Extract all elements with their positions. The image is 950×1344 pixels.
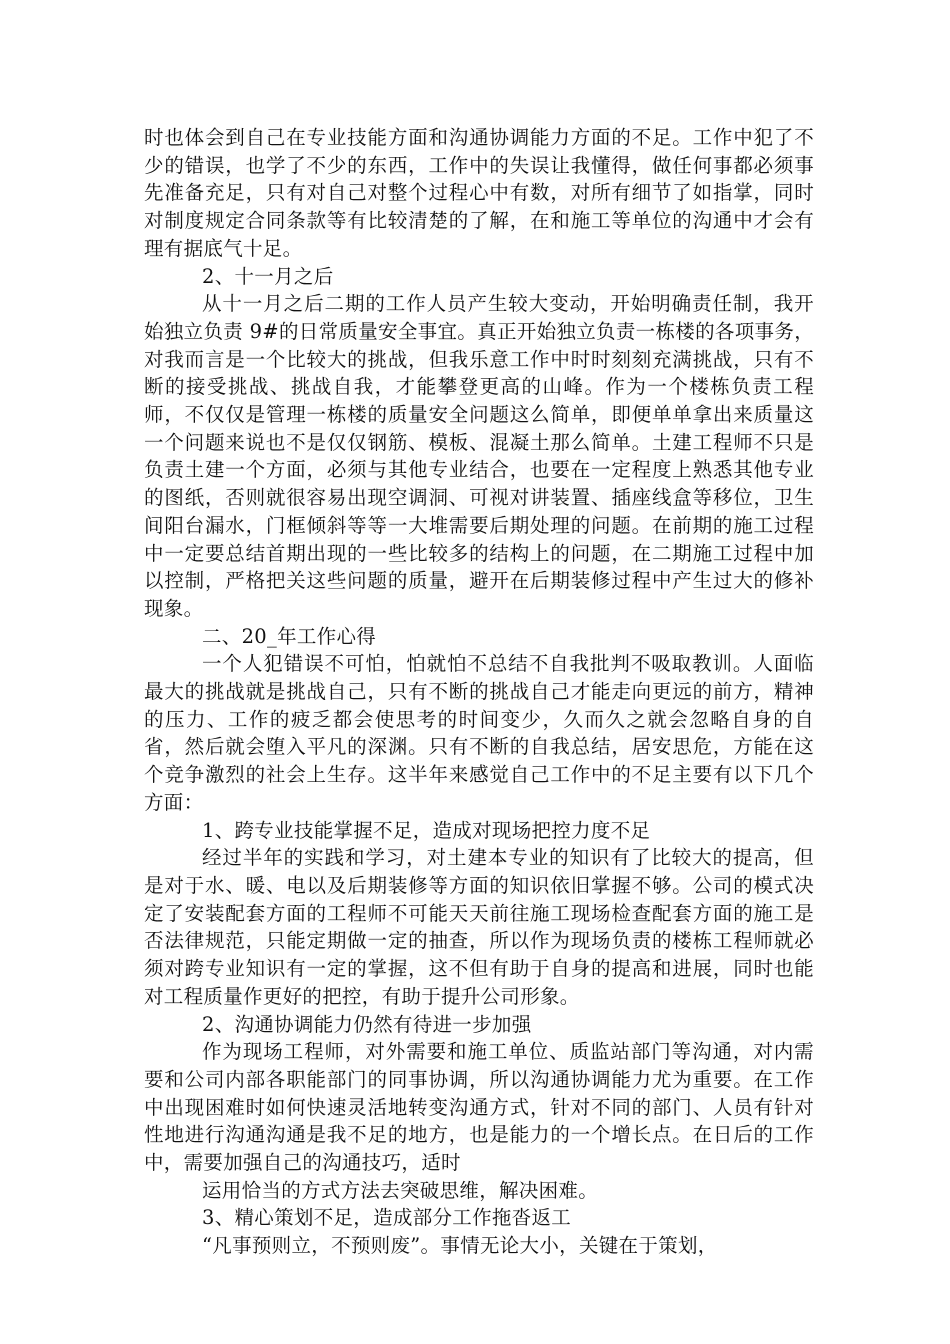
continuation-line: 运用恰当的方式方法去突破思维，解决困难。 — [202, 1178, 599, 1202]
body-paragraph: 时也体会到自己在专业技能方面和沟通协调能力方面的不足。工作中犯了不少的错误，也学了不少的东西，工作中的失误让我懂得，做任何事都必须事先准备充足，只有对自己对整个过程心中有数，对所有细节了如指掌，同时对制度规定合同条款等有比较清楚的了解，在和施工等单位的沟通中才会有理有据底气十足。 — [144, 126, 814, 260]
section-heading: 2、十一月之后 — [202, 264, 334, 288]
document-body — [144, 124, 814, 1260]
section-heading: 3、精心策划不足，造成部分工作拖沓返工 — [202, 1206, 572, 1230]
section-heading: 2、沟通协调能力仍然有待进一步加强 — [202, 1012, 532, 1036]
body-paragraph: 经过半年的实践和学习，对土建本专业的知识有了比较大的提高，但是对于水、暖、电以及后期装修等方面的知识依旧掌握不够。公司的模式决定了安装配套方面的工程师不可能天天前往施工现场检查配套方面的施工是否法律规范，只能定期做一定的抽查，所以作为现场负责的楼栋工程师就必须对跨专业知识有一定的掌握，这不但有助于自身的提高和进展，同时也能对工程质量作更好的把控，有助于提升公司形象。 — [144, 846, 814, 1008]
body-paragraph: “凡事预则立，不预则废”。事情无论大小，关键在于策划， — [202, 1234, 718, 1258]
body-paragraph: 从十一月之后二期的工作人员产生较大变动，开始明确责任制，我开始独立负责 9#的日常质量安全事宜。真正开始独立负责一栋楼的各项事务，对我而言是一个比较大的挑战，但我乐意工作中时时刻刻充满挑战，只有不断的接受挑战、挑战自我，才能攀登更高的山峰。作为一个楼栋负责工程师，不仅仅是管理一栋楼的质量安全问题这么简单，即便单单拿出来质量这一个问题来说也不是仅仅钢筋、模板、混凝土那么简单。土建工程师不只是负责土建一个方面，必须与其他专业结合，也要在一定程度上熟悉其他专业的图纸，否则就很容易出现空调洞、可视对讲装置、插座线盒等移位，卫生间阳台漏水，门框倾斜等等一大堆需要后期处理的问题。在前期的施工过程中一定要总结首期出现的一些比较多的结构上的问题，在二期施工过程中加以控制，严格把关这些问题的质量，避开在后期装修过程中产生过大的修补现象。 — [144, 292, 814, 620]
section-heading: 1、跨专业技能掌握不足，造成对现场把控力度不足 — [202, 818, 651, 842]
body-paragraph: 一个人犯错误不可怕，怕就怕不总结不自我批判不吸取教训。人面临最大的挑战就是挑战自己，只有不断的挑战自己才能走向更远的前方，精神的压力、工作的疲乏都会使思考的时间变少，久而久之就会忽略自身的自省，然后就会堕入平凡的深渊。只有不断的自我总结，居安思危，方能在这个竞争激烈的社会上生存。这半年来感觉自己工作中的不足主要有以下几个方面： — [144, 652, 814, 814]
section-heading: 二、20_年工作心得 — [202, 624, 377, 648]
body-paragraph: 作为现场工程师，对外需要和施工单位、质监站部门等沟通，对内需要和公司内部各职能部门的同事协调，所以沟通协调能力尤为重要。在工作中出现困难时如何快速灵活地转变沟通方式，针对不同的部门、人员有针对性地进行沟通沟通是我不足的地方，也是能力的一个增长点。在日后的工作中，需要加强自己的沟通技巧，适时 — [144, 1040, 814, 1175]
